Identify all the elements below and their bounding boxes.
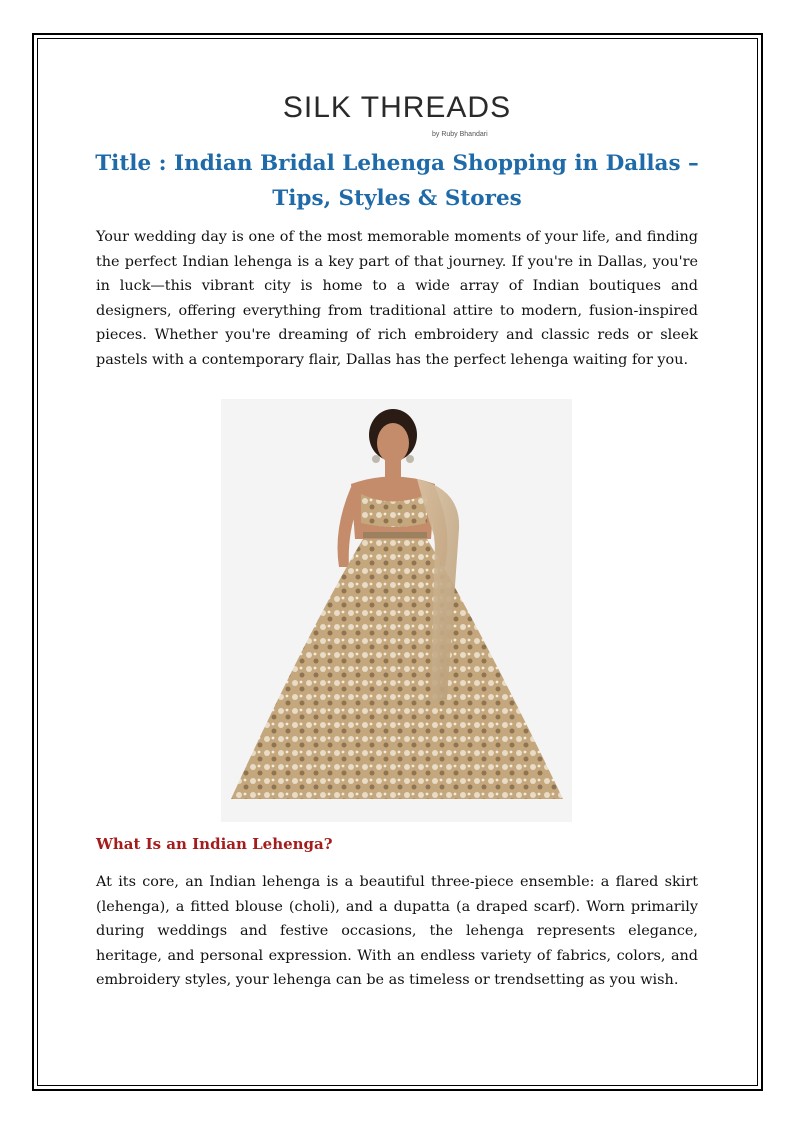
section-paragraph: At its core, an Indian lehenga is a beautiful three-piece ensemble: a flared skirt (lehenga), a fitted blouse (choli), and a dupatta (a draped scarf). Worn primarily during weddings and festive occasions, the lehenga represents elegance, heritage, and personal expression. With an endless variety of fabrics, colors, and embroidery styles, your lehenga can be as timeless or trendsetting as you wish. [96,874,698,989]
logo-text: SILK THREADS [282,91,512,124]
lehenga-illustration [221,399,572,822]
intro-paragraph: Your wedding day is one of the most memorable moments of your life, and finding the perfect Indian lehenga is a key part of that journey. If you're in Dallas, you're in luck—this vibrant city is home to a wide array of Indian boutiques and designers, offering everything from traditional attire to modern, fusion-inspired pieces. Whether you're dreaming of rich embroidery and classic reds or sleek pastels with a contemporary flair, Dallas has the perfect lehenga waiting for you. [96,229,698,368]
brand-logo [0,92,794,124]
logo-subtitle: by Ruby Bhandari [432,131,488,138]
page-title: Title : Indian Bridal Lehenga Shopping in Dallas – Tips, Styles & Stores [95,151,699,211]
section-heading: What Is an Indian Lehenga? [96,835,333,853]
lehenga-photo [221,399,572,822]
